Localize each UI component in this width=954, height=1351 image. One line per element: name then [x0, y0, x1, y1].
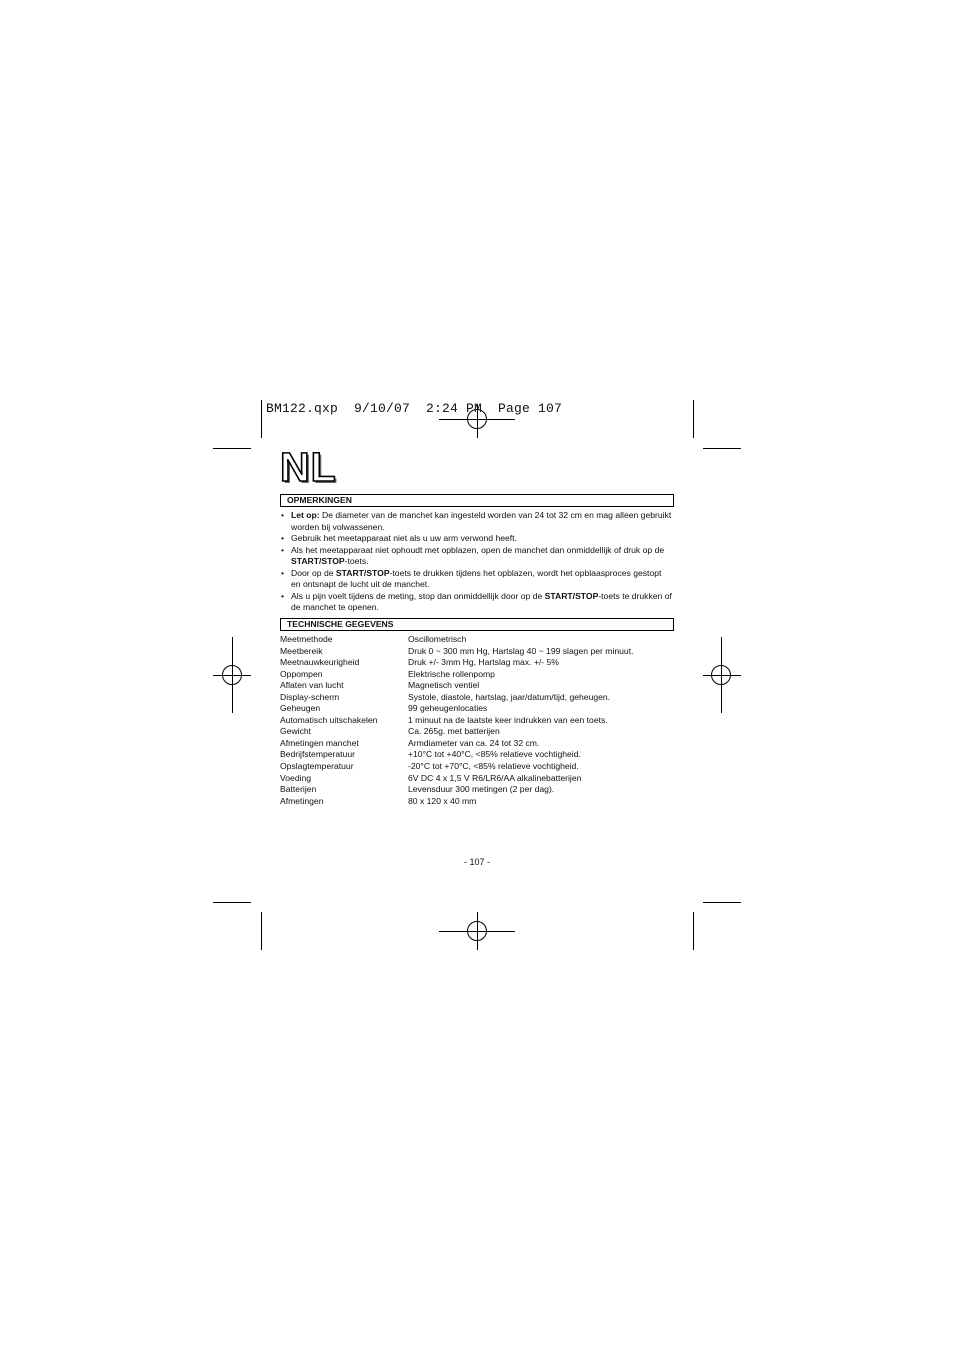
- registration-bottom-circle: [467, 921, 487, 941]
- crop-mark-bottom-right-horizontal: [703, 902, 741, 903]
- crop-mark-bottom-left-vertical: [261, 912, 262, 950]
- crop-mark-top-left-horizontal: [213, 448, 251, 449]
- crop-mark-bottom-left-horizontal: [213, 902, 251, 903]
- list-item: • Als u pijn voelt tijdens de meting, stop dan onmiddellijk door op de START/STOP-toets te drukken of de manchet te openen.: [281, 590, 672, 612]
- table-row: Afmetingen manchet Armdiameter van ca. 24 tot 32 cm.: [280, 737, 540, 748]
- bullet-icon: •: [281, 533, 285, 543]
- registration-left-circle: [222, 665, 242, 685]
- table-row: Meetmethode Oscillometrisch: [280, 634, 467, 644]
- table-row: Gewicht Ca. 265g. met batterijen: [280, 726, 500, 737]
- crop-mark-top-right-horizontal: [703, 448, 741, 449]
- page-number: - 107 -: [463, 857, 490, 867]
- bullet-icon: •: [281, 544, 285, 555]
- table-row: Meetnauwkeurigheid Druk +/- 3mm Hg, Hartslag max. +/- 5%: [280, 657, 559, 668]
- crop-mark-top-right-vertical: [693, 400, 694, 438]
- table-row: Meetbereik Druk 0 ~ 300 mm Hg, Hartslag 40 ~ 199 slagen per minuut.: [280, 645, 634, 656]
- bullet-icon: •: [281, 510, 285, 520]
- specs-section-header: [280, 618, 674, 631]
- table-row: Aflaten van lucht Magnetisch ventiel: [280, 680, 480, 691]
- registration-right-circle: [711, 665, 731, 685]
- crop-mark-top-left-vertical: [261, 400, 262, 438]
- list-item: • Als het meetapparaat niet ophoudt met opblazen, open de manchet dan onmiddellijk of druk op de START/STOP-toets.: [281, 544, 665, 566]
- crop-mark-bottom-right-vertical: [693, 912, 694, 950]
- table-row: Display-scherm Systole, diastole, hartslag, jaar/datum/tijd, geheugen.: [280, 691, 611, 702]
- table-row: Geheugen 99 geheugenlocaties: [280, 703, 488, 714]
- list-item: • Door op de START/STOP-toets te drukken tijdens het opblazen, wordt het opblaasproces gestopt en ontsnapt de lucht uit de manchet.: [281, 567, 662, 589]
- table-row: Oppompen Elektrische rollenpomp: [280, 668, 495, 679]
- list-item: • Gebruik het meetapparaat niet als u uw arm verwond heeft.: [281, 533, 517, 543]
- table-row: Afmetingen 80 x 120 x 40 mm: [280, 795, 477, 806]
- table-row: Opslagtemperatuur -20°C tot +70°C, <85% relatieve vochtigheid.: [280, 761, 579, 772]
- file-slug-line: BM122.qxp 9/10/07 2:24 PM Page 107: [266, 401, 563, 416]
- table-row: Automatisch uitschakelen 1 minuut na de laatste keer indrukken van een toets.: [280, 714, 608, 725]
- remarks-section-header: [280, 494, 674, 507]
- specs-heading: TECHNISCHE GEGEVENS: [287, 619, 394, 629]
- table-row: Batterijen Levensduur 300 metingen (2 per dag).: [280, 784, 555, 795]
- remarks-heading: OPMERKINGEN: [287, 495, 352, 505]
- bullet-icon: •: [281, 567, 285, 578]
- remarks-list: [280, 510, 672, 614]
- list-item: • Let op: De diameter van de manchet kan ingesteld worden van 24 tot 32 cm en mag alleen gebruikt worden bij volwassenen.: [281, 510, 672, 532]
- bullet-icon: •: [281, 590, 285, 601]
- specs-table: [280, 634, 633, 807]
- table-row: Voeding 6V DC 4 x 1,5 V R6/LR6/AA alkalinebatterijen: [280, 772, 582, 783]
- table-row: Bedrijfstemperatuur +10°C tot +40°C, <85% relatieve vochtigheid.: [280, 749, 581, 760]
- language-heading: NL: [280, 444, 337, 490]
